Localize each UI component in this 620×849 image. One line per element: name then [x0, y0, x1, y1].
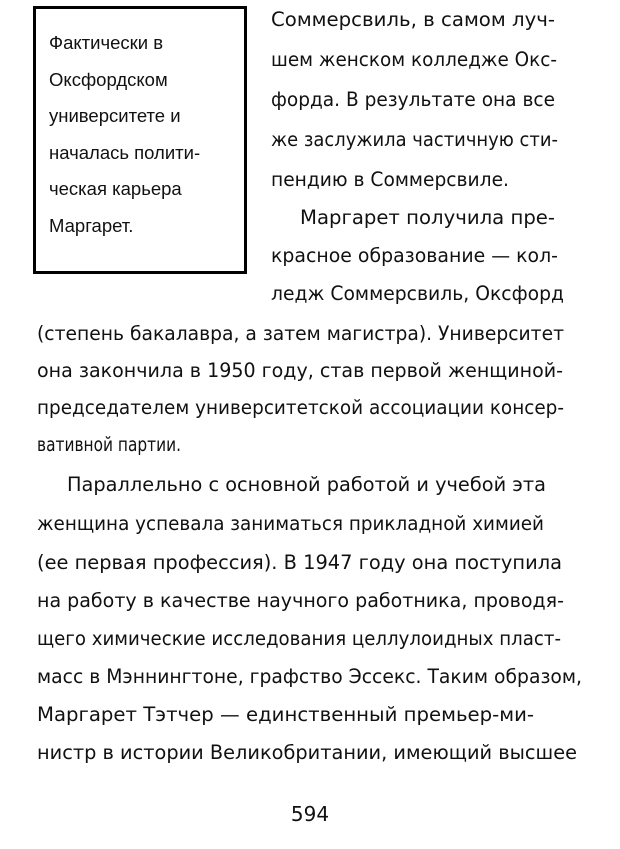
text-line: на работу в качестве научного работника, проводя-	[37, 589, 564, 612]
text-line: Маргарет Тэтчер — единственный премьер-ми-	[37, 703, 534, 726]
text-line: красное образование — кол-	[271, 244, 558, 267]
text-line: масс в Мэннингтоне, графство Эссекс. Таким образом,	[37, 665, 582, 688]
text-line: вативной партии.	[37, 433, 181, 456]
text-line: (ее первая профессия). В 1947 году она поступила	[37, 551, 562, 574]
text-line: (степень бакалавра, а затем магистра). Университет	[37, 322, 564, 345]
text-line: нистр в истории Великобритании, имеющий высшее	[37, 741, 577, 764]
text-line: она закончила в 1950 году, став первой женщиной-	[37, 359, 563, 382]
sidebar-line: началась полити-	[49, 141, 201, 163]
text-line: форда. В результате она все	[271, 88, 555, 111]
sidebar-line: ческая карьера	[49, 178, 182, 199]
text-line: ледж Соммерсвиль, Оксфорд	[271, 282, 564, 305]
text-line: шем женском колледже Окс-	[271, 48, 557, 71]
sidebar-callout-box	[33, 6, 247, 274]
text-line: Соммерсвиль, в самом луч-	[271, 8, 555, 31]
sidebar-line: Оксфордском	[49, 68, 168, 90]
text-line: щего химические исследования целлулоидных пласт-	[37, 627, 561, 650]
sidebar-line: Маргарет.	[49, 214, 134, 236]
text-line: пендию в Соммерсвиле.	[271, 168, 509, 191]
text-line: председателем университетской ассоциации консер-	[37, 396, 564, 419]
sidebar-line: университете и	[49, 105, 181, 126]
text-line: Параллельно с основной работой и учебой эта	[67, 473, 546, 496]
text-line: же заслужила частичную сти-	[271, 128, 558, 151]
sidebar-line: Фактически в	[49, 32, 164, 53]
page-number: 594	[290, 802, 330, 826]
text-line: женщина успевала заниматься прикладной химией	[37, 512, 544, 535]
text-line: Маргарет получила пре-	[300, 206, 555, 229]
